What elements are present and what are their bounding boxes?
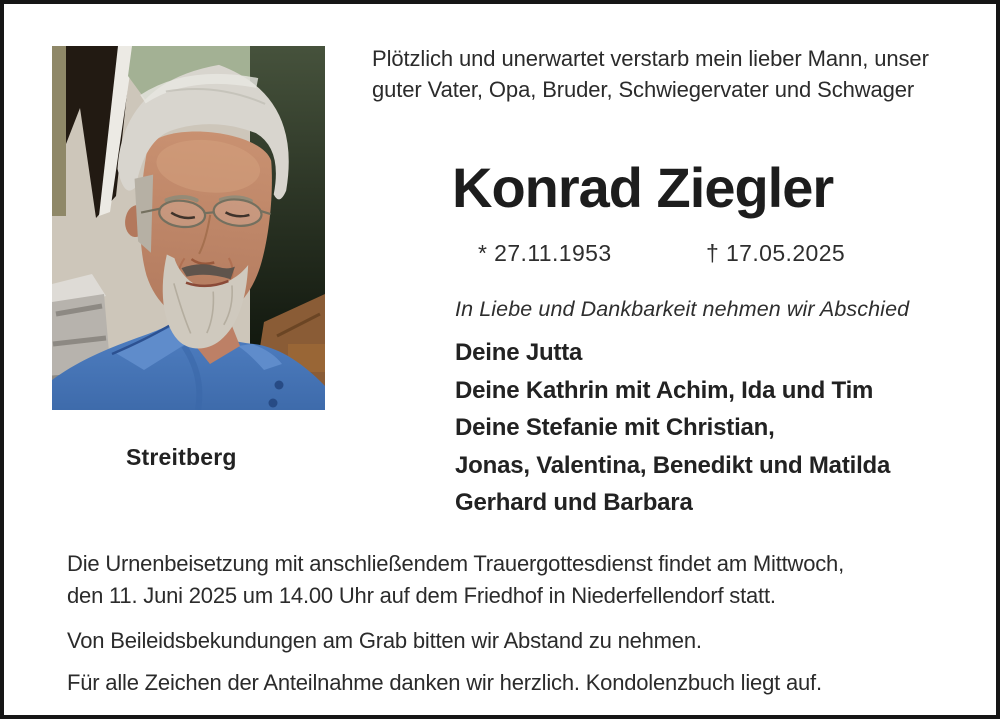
birth-date: * 27.11.1953 <box>478 240 612 266</box>
funeral-details <box>67 548 947 611</box>
death-date: † 17.05.2025 <box>706 240 846 266</box>
intro-text: Plötzlich und unerwartet verstarb mein lieber Mann, unser guter Vater, Opa, Bruder, Schwiegervater und Schwager <box>372 46 929 102</box>
mourner-line: Gerhard und Barbara <box>455 489 693 517</box>
funeral-details-line: Die Urnenbeisetzung mit anschließendem Trauergottesdienst findet am Mittwoch, <box>67 551 844 576</box>
condolence-note: Von Beileidsbekundungen am Grab bitten wir Abstand zu nehmen. <box>67 628 702 653</box>
mourners-list <box>455 334 890 522</box>
portrait-photo <box>52 46 325 410</box>
deceased-name: Konrad Ziegler <box>452 156 834 219</box>
farewell-line: In Liebe und Dankbarkeit nehmen wir Abschied <box>455 297 910 321</box>
photo-caption: Streitberg <box>126 444 237 470</box>
mourner-line: Jonas, Valentina, Benedikt und Matilda <box>455 451 891 479</box>
portrait-photo-image <box>52 46 325 410</box>
mourner-line: Deine Stefanie mit Christian, <box>455 414 775 442</box>
mourner-line: Deine Jutta <box>455 339 583 366</box>
thanks-note: Für alle Zeichen der Anteilnahme danken wir herzlich. Kondolenzbuch liegt auf. <box>67 670 822 695</box>
mourner-line: Deine Kathrin mit Achim, Ida und Tim <box>455 376 874 404</box>
funeral-details-line: den 11. Juni 2025 um 14.00 Uhr auf dem Friedhof in Niederfellendorf statt. <box>67 582 776 608</box>
